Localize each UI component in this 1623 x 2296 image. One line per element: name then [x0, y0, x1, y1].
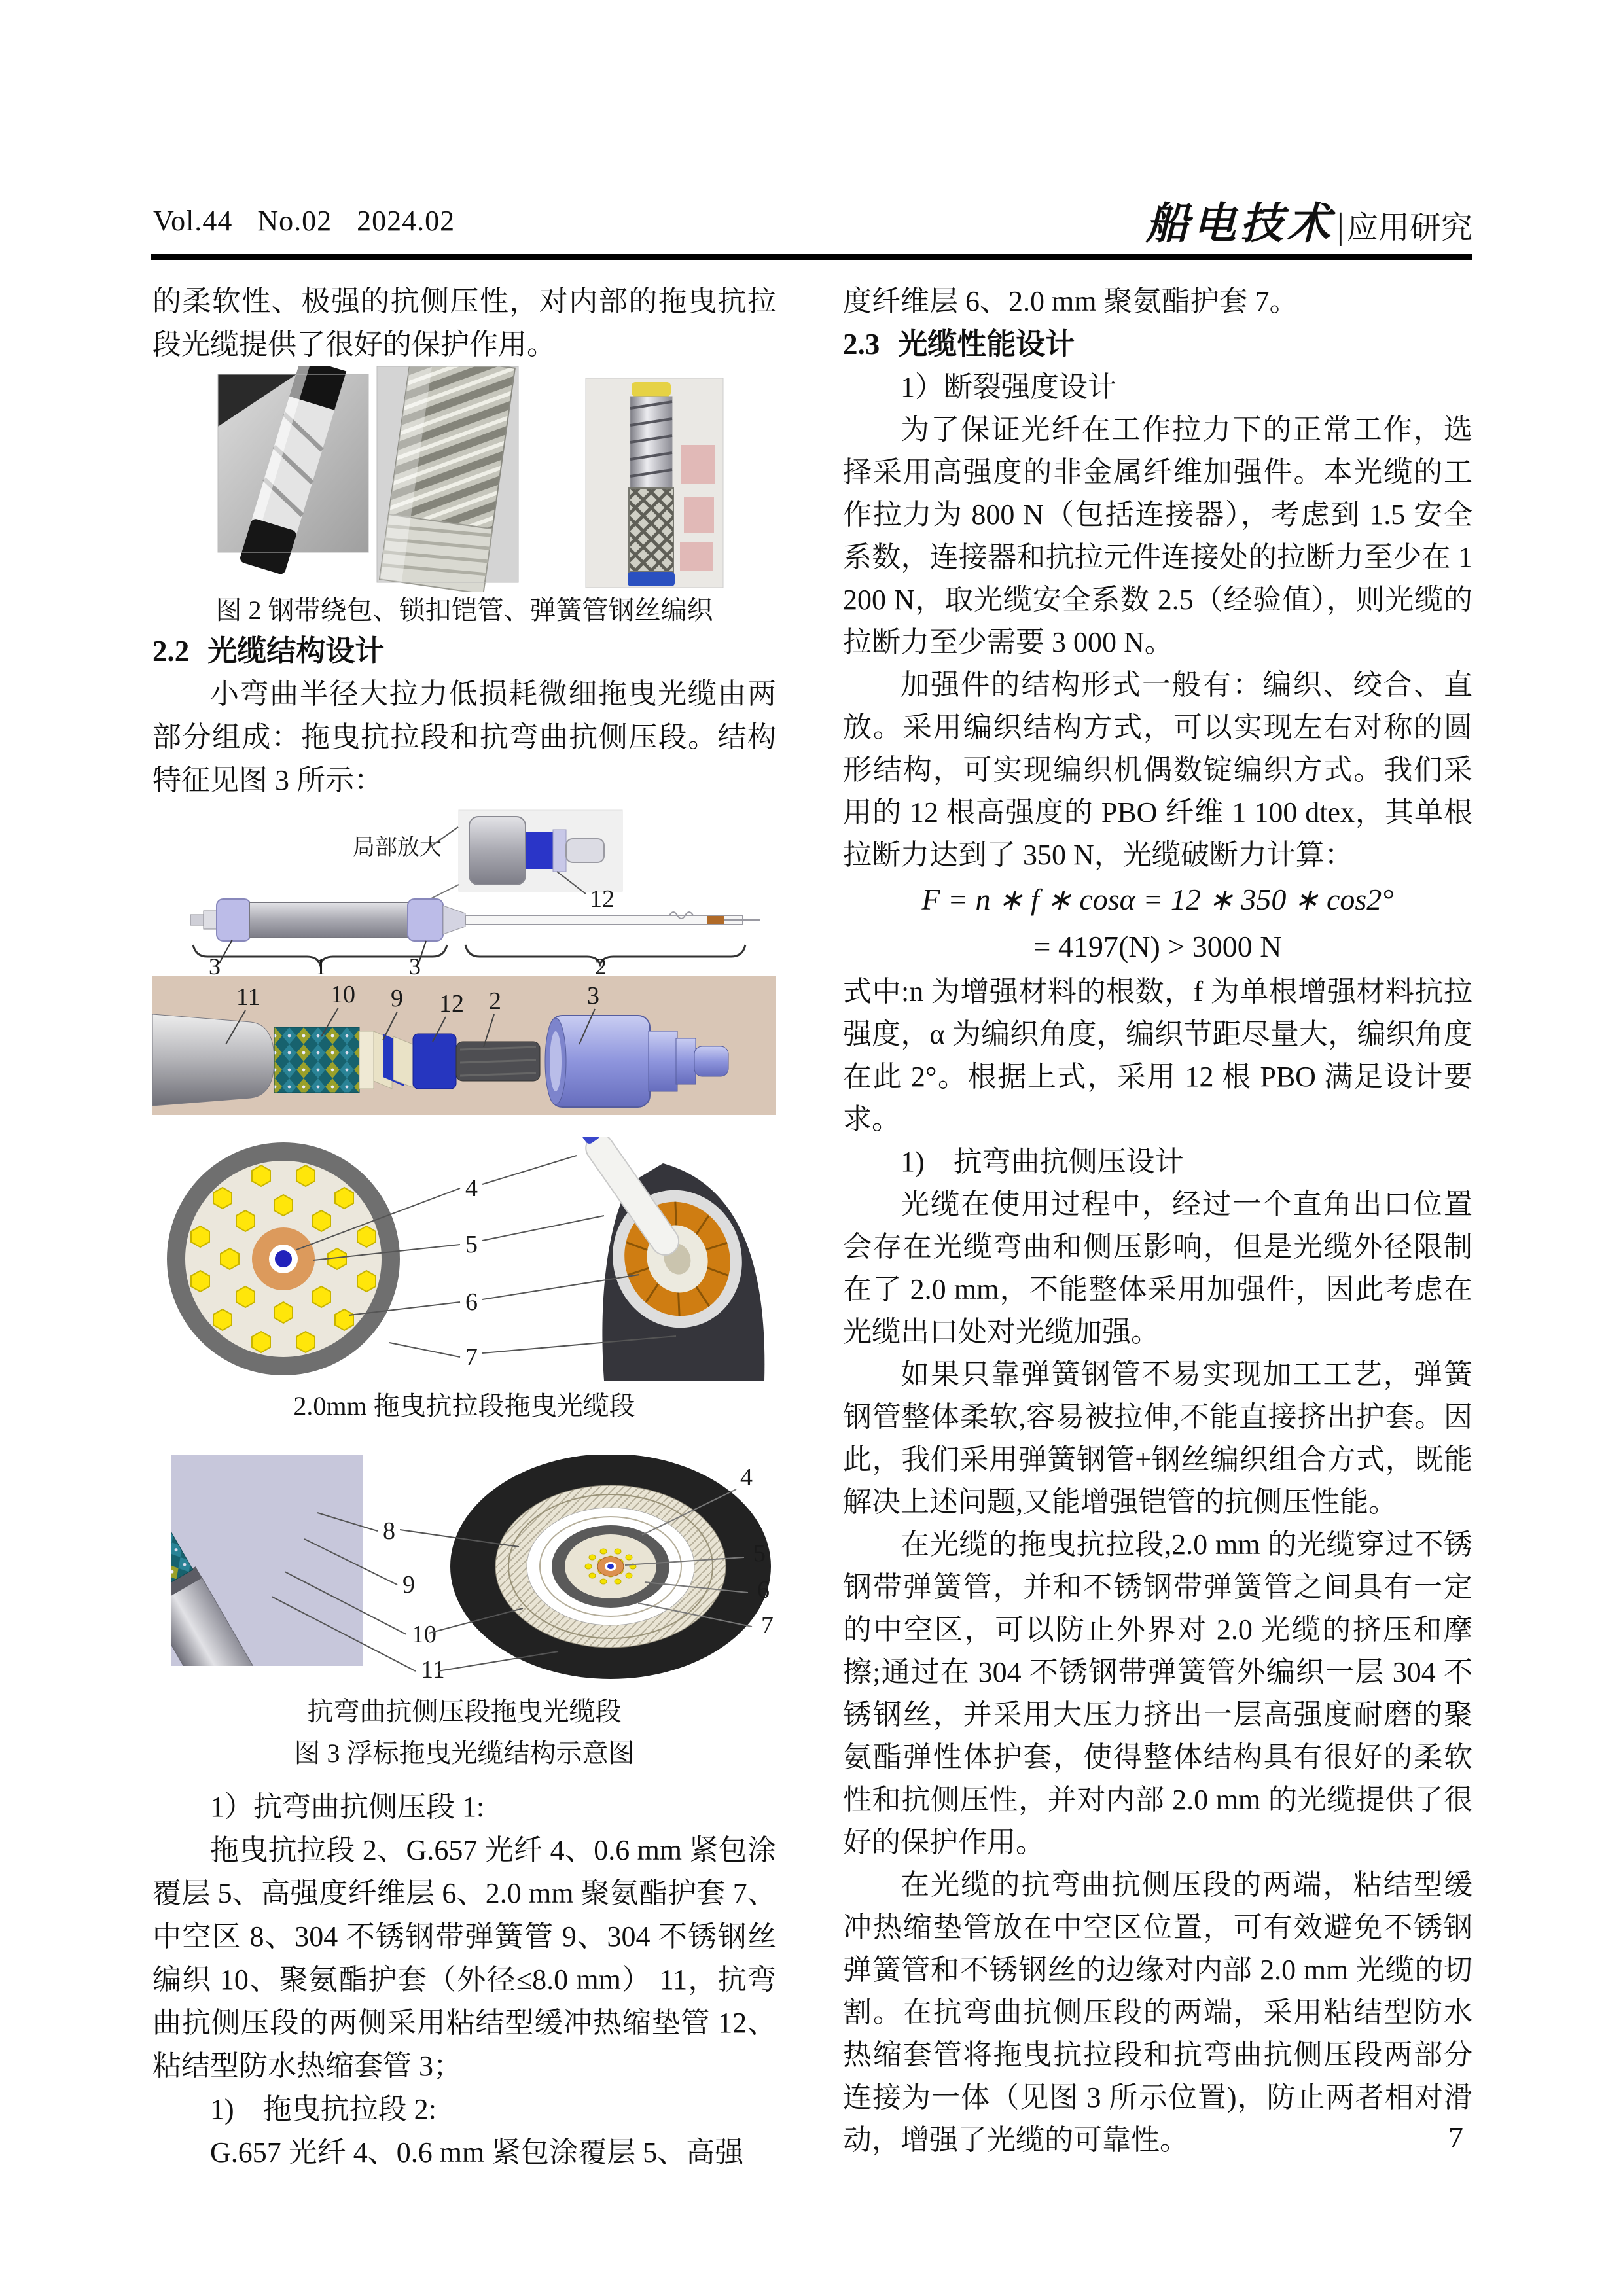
journal-header: [1146, 188, 1472, 251]
fig3b-label-9: 9: [391, 985, 403, 1012]
photo-interlock-armour: [377, 366, 518, 592]
fig3a-svg: [152, 807, 776, 976]
fig3a-label-2: 2: [595, 953, 607, 976]
fig3b-label-11: 11: [236, 983, 260, 1011]
paragraph-strength-member: 加强件的结构形式一般有：编织、绞合、直放。采用编织结构方式，可以实现左右对称的圆形结构，可实现编织机偶数锭编织方式。我们采用的 12 根高强度的 PBO 纤维 1 100 dtex，其单根拉断力达到了 350 N，光缆破断力计算：: [843, 669, 1472, 871]
paragraph-break-strength: 为了保证光纤在工作拉力下的正常工作，选择采用高强度的非金属纤维加强件。本光缆的工作拉力为 800 N（包括连接器），考虑到 1.5 安全系数，连接器和抗拉元件连接处的拉断力至少在 1 200 N，取光缆安全系数 2.5（经验值），则光缆的拉断力至少需要 3 000 N。: [843, 414, 1472, 658]
figure-3a-schematic: [152, 807, 776, 976]
fig3b-label-2: 2: [489, 987, 501, 1015]
fig3c-svg: [152, 1137, 776, 1381]
fig3a-label-3-right: 3: [409, 953, 421, 976]
figure-2-photos: [152, 366, 776, 592]
fiber-core: [275, 1250, 292, 1267]
fig3d-label-8: 8: [383, 1517, 395, 1545]
figure-3c-caption: 2.0mm 拖曳抗拉段拖曳光缆段: [293, 1391, 635, 1421]
item-bend-design-heading: 1) 抗弯曲抗侧压设计: [901, 1146, 1184, 1178]
fig3d-circle: [450, 1455, 771, 1679]
fig3a-label-3-left: 3: [209, 953, 221, 976]
fig3a-braces: [193, 945, 745, 964]
item-break-strength-heading: 1）断裂强度设计: [901, 371, 1116, 403]
figure-3-caption: 图 3 浮标拖曳光缆结构示意图: [294, 1739, 635, 1768]
figure-3d-caption: 抗弯曲抗侧压段拖曳光缆段: [307, 1697, 622, 1726]
photo-steel-tape-wrap: [218, 366, 368, 575]
journal-title: 船电技术: [1145, 198, 1334, 249]
figure-3d-crosssection: [152, 1455, 776, 1681]
header-divider: |: [1336, 206, 1344, 247]
fig3d-label-4: 4: [740, 1464, 753, 1491]
item-2-heading: 1) 拖曳抗拉段 2:: [210, 2093, 437, 2125]
fig3c-label-7: 7: [465, 1343, 478, 1371]
header-rule: [151, 254, 1472, 260]
fig3d-svg: [152, 1455, 776, 1681]
paragraph-heat-shrink: 在光缆的抗弯曲抗侧压段的两端，粘结型缓冲热缩垫管放在中空区位置，可有效避免不锈钢弹簧管和不锈钢丝的边缘对内部 2.0 mm 光缆的切割。在抗弯曲抗侧压段的两端，采用粘结型防水热缩套管将拖曳抗拉段和抗弯曲抗侧压段两部分连接为一体（见图 3 所示位置)，防止两者相对滑动，增强了光缆的可靠性。: [843, 1869, 1472, 2156]
fig3b-jacket: [152, 1014, 274, 1106]
right-column: [843, 280, 1472, 2161]
fig3b-blue-tube: [413, 1034, 456, 1089]
formula-line-1: F = n ∗ f ∗ cosα = 12 ∗ 350 ∗ cos2°: [921, 883, 1394, 916]
fig3a-inset: [459, 810, 622, 913]
fig3d-label-5: 5: [753, 1540, 766, 1567]
formula-line-2: = 4197(N) > 3000 N: [1033, 930, 1282, 963]
fig3c-label-5: 5: [465, 1231, 478, 1258]
photo-spring-braid: [586, 378, 723, 588]
fig3a-inset-title: 局部放大: [353, 836, 442, 860]
fig3b-svg: [152, 976, 776, 1115]
paragraph-bend-design: 光缆在使用过程中，经过一个直角出口位置会存在光缆弯曲和侧压影响，但是光缆外径限制在了 2.0 mm，不能整体采用加强件，因此考虑在光缆出口处对光缆加强。: [843, 1188, 1472, 1348]
fig3d-label-10: 10: [412, 1621, 437, 1648]
issue-info: Vol.44 No.02 2024.02: [153, 205, 455, 237]
breaking-force-formula: [843, 876, 1472, 970]
figure-2: [152, 366, 776, 629]
fig3b-label-10: 10: [330, 981, 355, 1008]
section-title: 光缆性能设计: [898, 327, 1075, 361]
figure-2-caption: 图 2 钢带绕包、锁扣铠管、弹簧管钢丝编织: [215, 595, 713, 625]
fig3d-label-9: 9: [402, 1571, 415, 1598]
journal-section: 应用研究: [1346, 211, 1472, 245]
paragraph-towing-section: 在光缆的拖曳抗拉段,2.0 mm 的光缆穿过不锈钢带弹簧管，并和不锈钢带弹簧管之间具有一定的中空区，可以防止外界对 2.0 光缆的挤压和摩擦;通过在 304 不锈钢带弹簧管外编织一层 304 不锈钢丝，并采用大压力挤出一层高强度耐磨的聚氨酯弹性体护套，使得整体结构具有很好的柔软性和抗侧压性，并对内部 2.0 mm 的光缆提供了很好的保护作用。: [843, 1528, 1472, 1858]
fig3b-label-12: 12: [439, 990, 464, 1017]
fig3d-label-11: 11: [421, 1656, 445, 1681]
red-watermark: [680, 445, 715, 571]
fig3d-left-labels: [383, 1517, 445, 1681]
section-number: 2.3: [843, 328, 880, 361]
figure-3b-exploded: [152, 976, 776, 1115]
fig3a-assembly: [190, 899, 760, 941]
paragraph-structure: 小弯曲半径大拉力低损耗微细拖曳光缆由两部分组成：拖曳抗拉段和抗弯曲抗侧压段。结构特征见图 3 所示：: [152, 678, 776, 796]
section-title: 光缆结构设计: [207, 634, 385, 667]
fig3c-label-6: 6: [465, 1288, 478, 1316]
fig3a-label-12: 12: [590, 885, 615, 913]
section-2-2-heading: [152, 629, 776, 673]
left-column: [152, 280, 776, 2174]
paragraph-item-1: 拖曳抗拉段 2、G.657 光纤 4、0.6 mm 紧包涂覆层 5、高强度纤维层 6、2.0 mm 聚氨酯护套 7、中空区 8、304 不锈钢带弹簧管 9、304 不锈钢丝编织 10、聚氨酯护套（外径≤8.0 mm） 11，抗弯曲抗侧压段的两侧采用粘结型缓冲热缩垫管 12、粘结型防水热缩套管 3；: [152, 1834, 776, 2082]
fig3b-braid: [274, 1027, 359, 1093]
section-2-3-heading: [843, 323, 1472, 366]
figure-3c-crosssection: [152, 1137, 776, 1425]
paragraph-continued: 的柔软性、极强的抗侧压性，对内部的拖曳抗拉段光缆提供了很好的保护作用。: [152, 285, 776, 361]
fig3d-label-7: 7: [761, 1612, 774, 1639]
fig3d-label-6: 6: [757, 1576, 770, 1604]
paragraph-spring-tube: 如果只靠弹簧钢管不易实现加工工艺，弹簧钢管整体柔软,容易被拉伸,不能直接挤出护套。因此，我们采用弹簧钢管+钢丝编织组合方式，既能解决上述问题,又能增强铠管的抗侧压性能。: [843, 1358, 1472, 1518]
item-1-heading: 1）抗弯曲抗侧压段 1:: [210, 1791, 485, 1823]
fig3c-render: [566, 1137, 764, 1381]
section-number: 2.2: [152, 635, 190, 667]
paragraph-formula-notes: 式中:n 为增强材料的根数，f 为单根增强材料抗拉强度，α 为编织角度，编织节距尽量大，编织角度在此 2°。根据上式，采用 12 根 PBO 满足设计要求。: [843, 976, 1472, 1135]
paragraph-item-2: G.657 光纤 4、0.6 mm 紧包涂覆层 5、高强: [210, 2136, 744, 2168]
page-number: 7: [1448, 2121, 1463, 2154]
fig3c-label-4: 4: [465, 1174, 478, 1202]
fig3b-label-3: 3: [587, 982, 599, 1010]
fig3c-circle: [167, 1142, 400, 1375]
fig3a-label-1: 1: [315, 953, 327, 976]
fig3c-labels: [465, 1174, 478, 1371]
fig3d-photo: [152, 1455, 363, 1681]
paragraph-continuation: 度纤维层 6、2.0 mm 聚氨酯护套 7。: [843, 285, 1298, 317]
